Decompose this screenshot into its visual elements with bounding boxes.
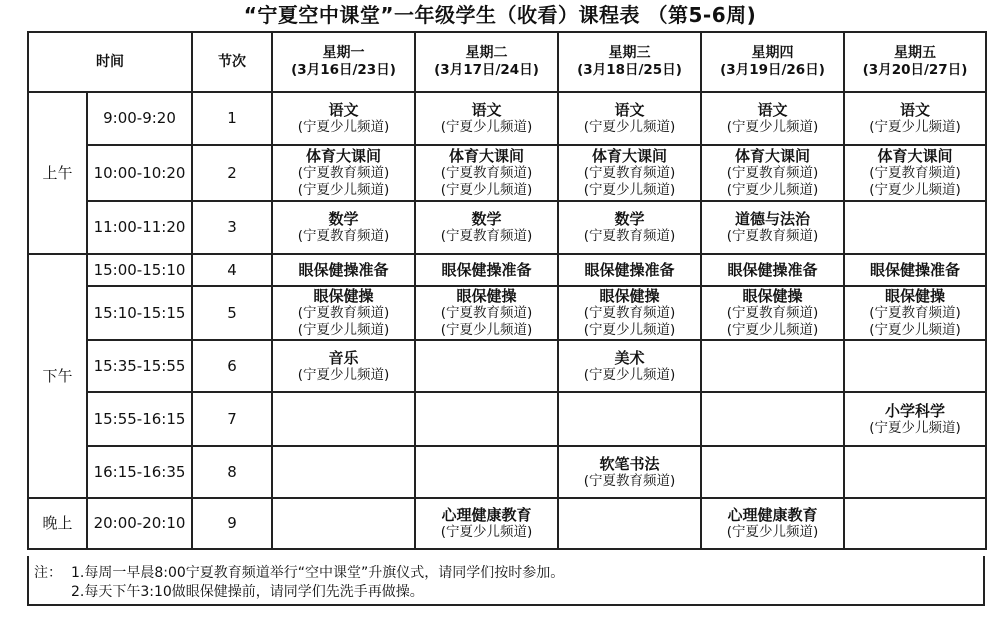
period-number: 6 [192, 340, 272, 392]
subject-name: 数学 [471, 210, 502, 228]
subject-name: 体育大课间 [734, 147, 810, 165]
channel-name: (宁夏少儿频道) [726, 322, 819, 338]
channel-name: (宁夏少儿频道) [869, 182, 961, 198]
channel-name: (宁夏教育频道) [869, 165, 961, 181]
channel-name: (宁夏教育频道) [440, 165, 533, 181]
schedule-cell [415, 286, 558, 340]
channel-name: (宁夏少儿频道) [726, 524, 819, 540]
schedule-cell [272, 392, 415, 446]
subject-name: 语文 [328, 101, 359, 119]
notes-label: 注： [34, 565, 62, 581]
channel-name: (宁夏少儿频道) [869, 322, 961, 338]
header-time: 时间 [28, 32, 192, 92]
header-period-no: 节次 [192, 32, 272, 92]
subject-name: 体育大课间 [877, 147, 953, 165]
channel-name: (宁夏少儿频道) [440, 119, 533, 135]
header-day-tue [415, 32, 558, 92]
subject-name: 眼保健操准备 [441, 261, 532, 279]
schedule-cell [701, 392, 844, 446]
subject-name: 眼保健操准备 [584, 261, 675, 279]
period-number: 8 [192, 446, 272, 498]
schedule-cell [558, 392, 701, 446]
day-name: 星期一 [322, 45, 365, 61]
period-label-afternoon: 下午 [28, 254, 87, 498]
table-row [28, 201, 986, 254]
channel-name: (宁夏教育频道) [583, 472, 676, 489]
period-number: 3 [192, 201, 272, 254]
day-date: (3月19日/26日) [720, 62, 825, 78]
channel-name: (宁夏少儿频道) [440, 524, 533, 540]
channel-name: (宁夏少儿频道) [440, 182, 533, 198]
channel-name: (宁夏教育频道) [726, 165, 819, 181]
schedule-cell [701, 340, 844, 392]
channel-name: (宁夏少儿频道) [297, 322, 390, 338]
schedule-cell [844, 201, 986, 254]
schedule-cell [558, 145, 701, 201]
schedule-cell [558, 446, 701, 498]
table-row [28, 92, 986, 145]
schedule-cell [415, 254, 558, 286]
table-row [28, 286, 986, 340]
subject-name: 体育大课间 [305, 147, 381, 165]
period-number: 2 [192, 145, 272, 201]
schedule-cell [415, 92, 558, 145]
subject-name: 语文 [614, 101, 645, 119]
schedule-cell [844, 446, 986, 498]
table-row [28, 446, 986, 498]
schedule-cell [844, 92, 986, 145]
channel-name: (宁夏教育频道) [726, 228, 819, 244]
time-slot: 10:00-10:20 [87, 145, 192, 201]
schedule-cell [844, 392, 986, 446]
day-date: (3月20日/27日) [862, 62, 968, 78]
schedule-cell [272, 498, 415, 549]
schedule-body [28, 92, 986, 549]
channel-name: (宁夏少儿频道) [869, 119, 961, 135]
day-name: 星期四 [751, 45, 794, 61]
subject-name: 眼保健操 [599, 287, 660, 305]
schedule-cell [558, 286, 701, 340]
channel-name: (宁夏少儿频道) [583, 366, 676, 383]
time-slot: 9:00-9:20 [87, 92, 192, 145]
subject-name: 小学科学 [884, 401, 945, 420]
subject-name: 眼保健操准备 [298, 261, 389, 279]
subject-name: 道德与法治 [734, 210, 810, 228]
subject-name: 眼保健操 [884, 287, 945, 305]
subject-name: 眼保健操 [742, 287, 803, 305]
header-day-thu [701, 32, 844, 92]
schedule-table [27, 31, 987, 550]
channel-name: (宁夏教育频道) [583, 305, 676, 321]
table-row [28, 340, 986, 392]
schedule-cell [415, 340, 558, 392]
channel-name: (宁夏教育频道) [440, 228, 533, 244]
channel-name: (宁夏少儿频道) [440, 322, 533, 338]
channel-name: (宁夏少儿频道) [583, 119, 676, 135]
schedule-cell [272, 92, 415, 145]
schedule-cell [844, 254, 986, 286]
header-day-mon [272, 32, 415, 92]
schedule-cell [558, 92, 701, 145]
time-slot: 15:55-16:15 [87, 392, 192, 446]
channel-name: (宁夏少儿频道) [297, 119, 390, 135]
schedule-cell [844, 498, 986, 549]
subject-name: 眼保健操准备 [727, 261, 818, 279]
channel-name: (宁夏少儿频道) [583, 182, 676, 198]
channel-name: (宁夏教育频道) [297, 165, 390, 181]
schedule-cell [701, 92, 844, 145]
schedule-cell [558, 340, 701, 392]
schedule-cell [415, 145, 558, 201]
channel-name: (宁夏教育频道) [869, 305, 961, 321]
notes-box [27, 556, 985, 606]
table-row [28, 392, 986, 446]
subject-name: 音乐 [328, 348, 359, 367]
schedule-cell [558, 254, 701, 286]
channel-name: (宁夏教育频道) [583, 228, 676, 244]
channel-name: (宁夏教育频道) [297, 305, 390, 321]
period-number: 1 [192, 92, 272, 145]
subject-name: 心理健康教育 [441, 506, 532, 524]
schedule-cell [272, 145, 415, 201]
note-item-1: 1.每周一早晨8:00宁夏教育频道举行“空中课堂”升旗仪式，请同学们按时参加。 [71, 565, 565, 581]
schedule-cell [844, 145, 986, 201]
schedule-cell [272, 201, 415, 254]
schedule-cell [415, 446, 558, 498]
time-slot: 15:35-15:55 [87, 340, 192, 392]
schedule-cell [701, 254, 844, 286]
subject-name: 软笔书法 [599, 454, 660, 473]
subject-name: 语文 [757, 101, 788, 119]
schedule-cell [844, 340, 986, 392]
subject-name: 语文 [899, 101, 930, 119]
period-number: 5 [192, 286, 272, 340]
day-date: (3月18日/25日) [577, 62, 682, 78]
period-number: 4 [192, 254, 272, 286]
subject-name: 眼保健操 [313, 287, 374, 305]
period-label-evening: 晚上 [28, 498, 87, 549]
schedule-cell [272, 254, 415, 286]
time-slot: 15:10-15:15 [87, 286, 192, 340]
schedule-cell [415, 201, 558, 254]
period-label-morning: 上午 [28, 92, 87, 254]
day-name: 星期五 [894, 45, 936, 61]
schedule-cell [701, 498, 844, 549]
header-row [28, 32, 986, 92]
page-title: “宁夏空中课堂”一年级学生（收看）课程表 （第5-6周) [243, 3, 757, 27]
period-number: 7 [192, 392, 272, 446]
channel-name: (宁夏少儿频道) [297, 366, 390, 383]
table-row [28, 498, 986, 549]
time-slot: 16:15-16:35 [87, 446, 192, 498]
schedule-cell [558, 498, 701, 549]
time-slot: 11:00-11:20 [87, 201, 192, 254]
subject-name: 眼保健操 [456, 287, 517, 305]
channel-name: (宁夏少儿频道) [583, 322, 676, 338]
subject-name: 数学 [614, 210, 645, 228]
schedule-cell [272, 340, 415, 392]
schedule-cell [701, 201, 844, 254]
header-day-wed [558, 32, 701, 92]
schedule-cell [701, 286, 844, 340]
subject-name: 眼保健操准备 [869, 261, 960, 279]
table-row [28, 254, 986, 286]
subject-name: 体育大课间 [448, 147, 524, 165]
subject-name: 语文 [471, 101, 502, 119]
channel-name: (宁夏少儿频道) [726, 119, 819, 135]
channel-name: (宁夏教育频道) [297, 228, 390, 244]
header-day-fri [844, 32, 986, 92]
subject-name: 美术 [614, 348, 645, 367]
subject-name: 体育大课间 [591, 147, 667, 165]
schedule-cell [701, 145, 844, 201]
channel-name: (宁夏教育频道) [583, 165, 676, 181]
channel-name: (宁夏教育频道) [726, 305, 819, 321]
channel-name: (宁夏教育频道) [440, 305, 533, 321]
time-slot: 20:00-20:10 [87, 498, 192, 549]
schedule-cell [844, 286, 986, 340]
day-name: 星期二 [465, 45, 508, 61]
subject-name: 数学 [328, 210, 359, 228]
channel-name: (宁夏少儿频道) [869, 419, 961, 436]
channel-name: (宁夏少儿频道) [726, 182, 819, 198]
channel-name: (宁夏少儿频道) [297, 182, 390, 198]
day-name: 星期三 [608, 45, 651, 61]
schedule-cell [701, 446, 844, 498]
schedule-cell [415, 392, 558, 446]
note-item-2: 2.每天下午3:10做眼保健操前，请同学们先洗手再做操。 [71, 584, 424, 600]
schedule-cell [558, 201, 701, 254]
subject-name: 心理健康教育 [727, 506, 818, 524]
table-row [28, 145, 986, 201]
schedule-cell [272, 286, 415, 340]
schedule-cell [272, 446, 415, 498]
schedule-cell [415, 498, 558, 549]
day-date: (3月17日/24日) [434, 62, 539, 78]
time-slot: 15:00-15:10 [87, 254, 192, 286]
period-number: 9 [192, 498, 272, 549]
day-date: (3月16日/23日) [291, 62, 396, 78]
